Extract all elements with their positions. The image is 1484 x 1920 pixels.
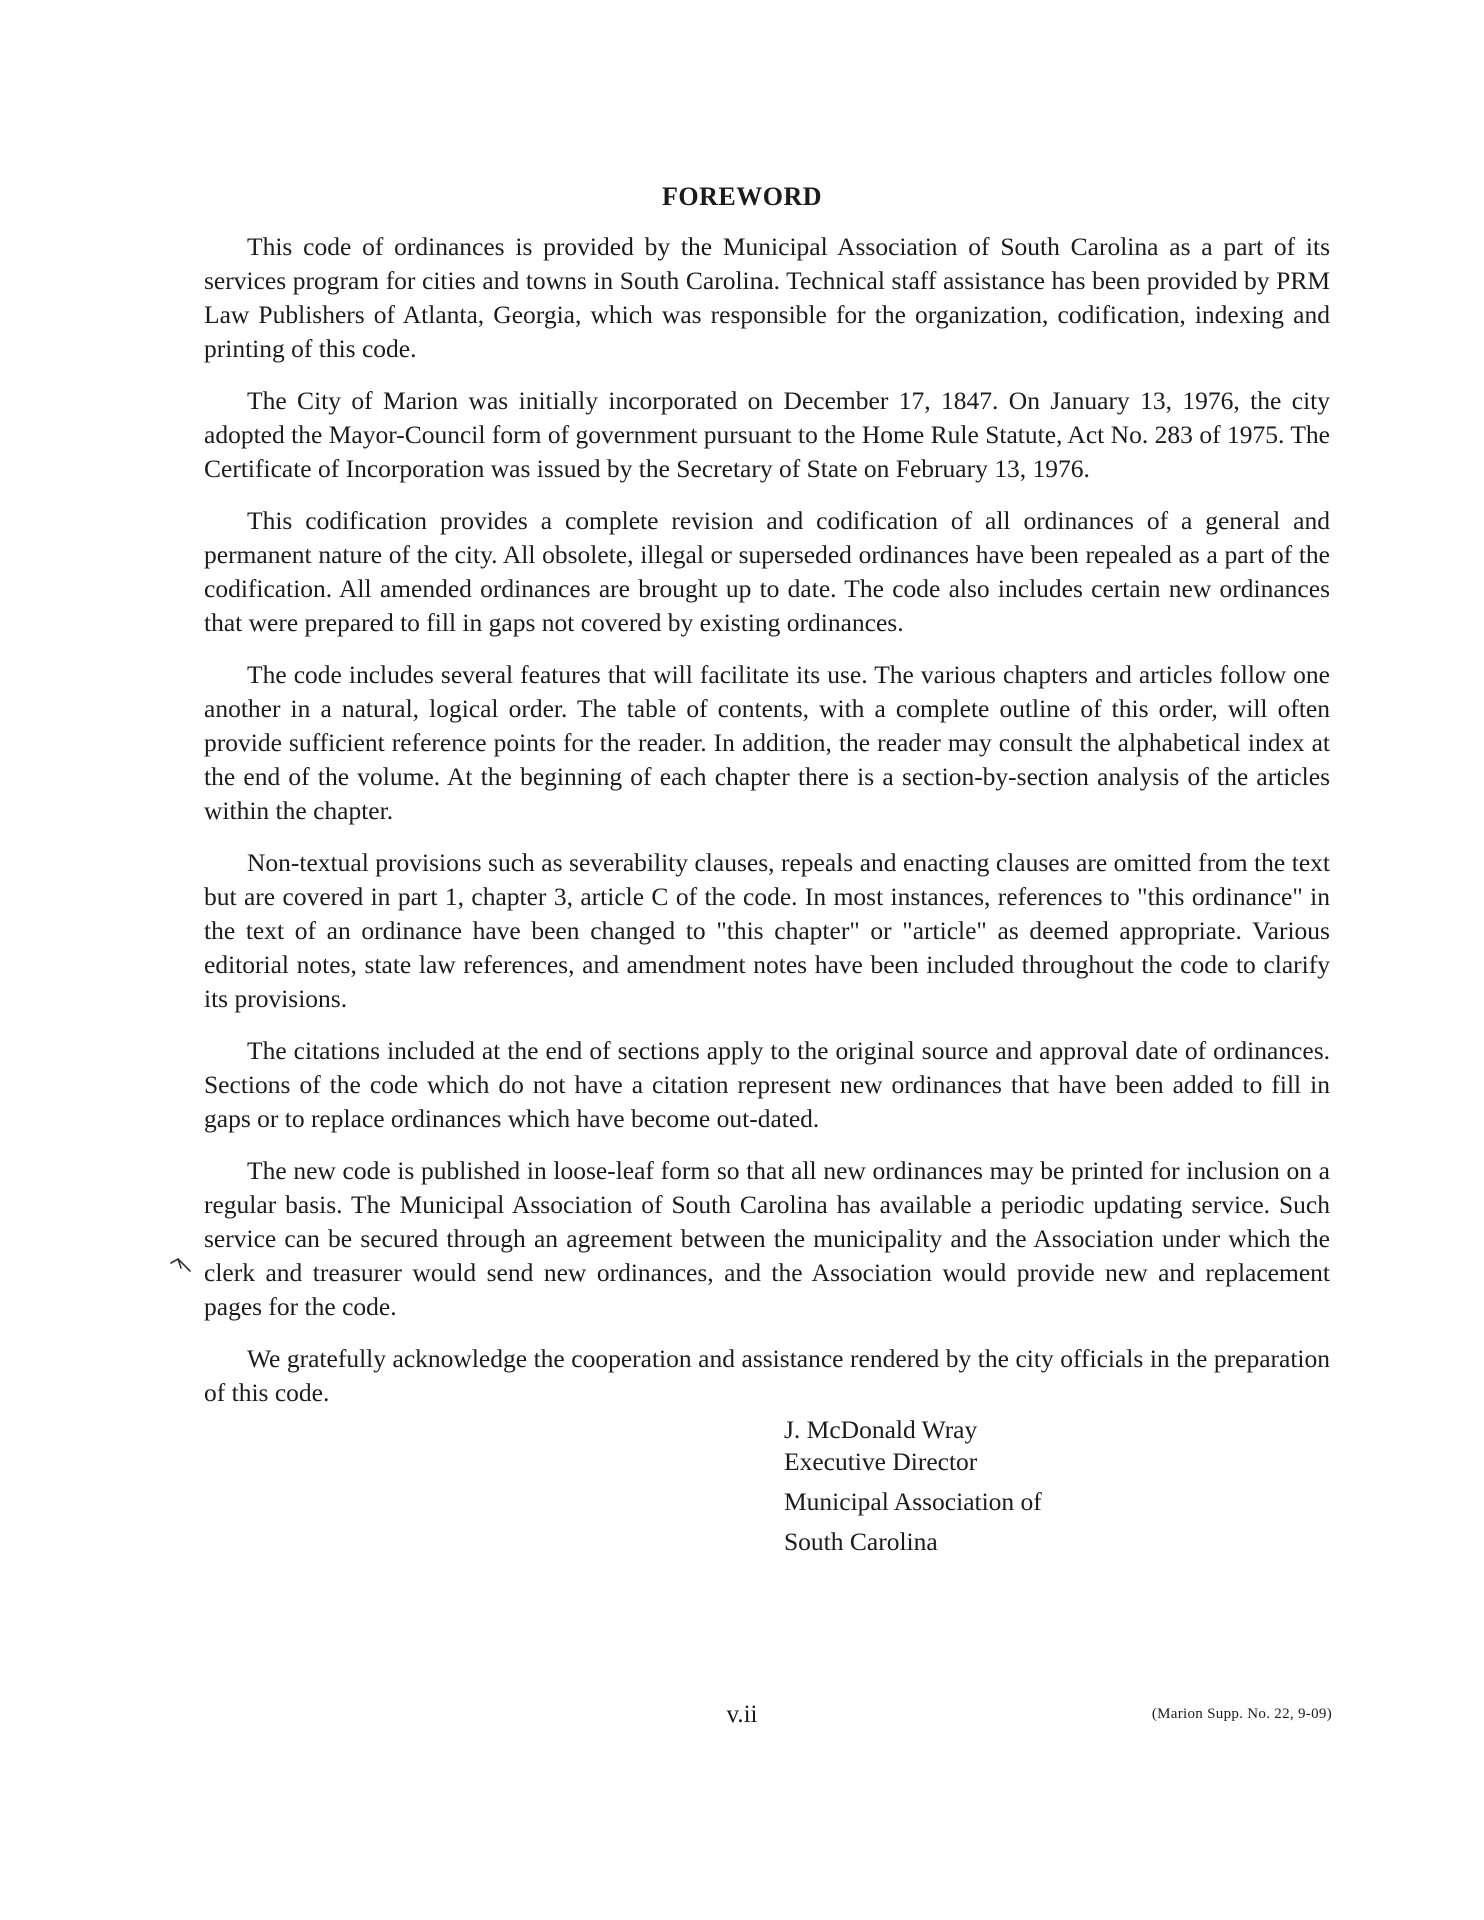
page-title: FOREWORD (662, 182, 822, 211)
signer-organization-line1: Municipal Association of (784, 1487, 1042, 1516)
paragraph-non-textual-provisions: Non-textual provisions such as severability clauses, repeals and enacting clauses are omitted from the text but are covered in part 1, chapter 3, article C of the code. In most instances, references to "this ordinance" in the text of an ordinance have been changed to "this chapter" or "article" as deemed appropriate. Various editorial notes, state law references, and amendment notes have been included throughout the code to clarify its provisions. (204, 848, 1330, 1013)
signer-name: J. McDonald Wray (784, 1415, 978, 1444)
paragraph-citations: The citations included at the end of sections apply to the original source and approval date of ordinances. Sections of the code which do not have a citation represent new ordinances that have been added to fill in gaps or to replace ordinances which have become out-dated. (204, 1036, 1330, 1133)
page-number: v.ii (726, 1701, 758, 1728)
paragraph-features: The code includes several features that will facilitate its use. The various chapters and articles follow one another in a natural, logical order. The table of contents, with a complete outline of this order, will often provide sufficient reference points for the reader. In addition, the reader may consult the alphabetical index at the end of the volume. At the beginning of each chapter there is a section-by-section analysis of the articles within the chapter. (204, 660, 1330, 825)
handwritten-check-mark-icon (168, 1254, 194, 1276)
foreword-body (204, 230, 1330, 1426)
paragraph-loose-leaf: The new code is published in loose-leaf form so that all new ordinances may be printed for inclusion on a regular basis. The Municipal Association of South Carolina has available a periodic updating service. Such service can be secured through an agreement between the municipality and the Association under which the clerk and treasurer would send new ordinances, and the Association would provide new and replacement pages for the code. (204, 1156, 1330, 1321)
paragraph-incorporation: The City of Marion was initially incorporated on December 17, 1847. On January 13, 1976, the city adopted the Mayor-Council form of government pursuant to the Home Rule Statute, Act No. 283 of 1975. The Certificate of Incorporation was issued by the Secretary of State on February 13, 1976. (204, 386, 1330, 483)
signer-organization-line2: South Carolina (784, 1527, 938, 1556)
signer-position: Executive Director (784, 1447, 978, 1476)
paragraph-acknowledgment: We gratefully acknowledge the cooperation and assistance rendered by the city officials in the preparation of this code. (204, 1344, 1330, 1407)
signature-block (784, 1414, 1042, 1558)
paragraph-intro: This code of ordinances is provided by the Municipal Association of South Carolina as a part of its services program for cities and towns in South Carolina. Technical staff assistance has been provided by PRM Law Publishers of Atlanta, Georgia, which was responsible for the organization, codification, indexing and printing of this code. (204, 232, 1330, 363)
supplement-note: (Marion Supp. No. 22, 9-09) (1151, 1706, 1332, 1722)
paragraph-codification: This codification provides a complete revision and codification of all ordinances of a general and permanent nature of the city. All obsolete, illegal or superseded ordinances have been repealed as a part of the codification. All amended ordinances are brought up to date. The code also includes certain new ordinances that were prepared to fill in gaps not covered by existing ordinances. (204, 506, 1330, 637)
